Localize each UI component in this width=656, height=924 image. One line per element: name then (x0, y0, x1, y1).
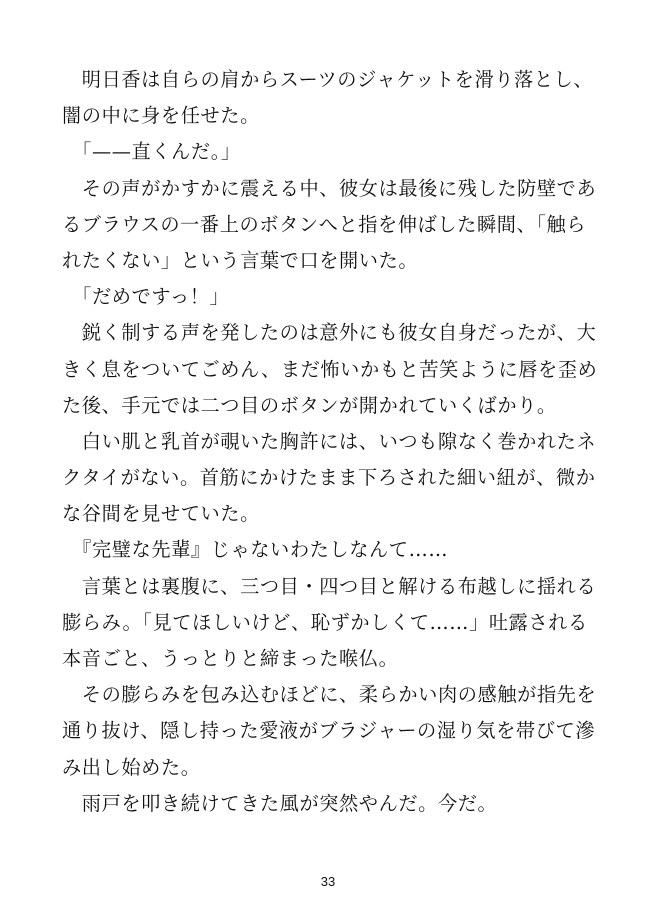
text-line: 雨戸を叩き続けてきた風が突然やんだ。今だ。 (62, 791, 498, 815)
text-line: 通り抜け、隠し持った愛液がブラジャーの湿り気を帯びて滲 (62, 719, 596, 743)
text-line: クタイがない。首筋にかけたまま下ろされた細い紐が、微か (62, 466, 596, 490)
text-line: 「——直くんだ。」 (62, 140, 241, 164)
text-line: 本音ごと、うっとりと締まった喉仏。 (62, 647, 399, 670)
text-line: た後、手元では二つ目のボタンが開かれていくばかり。 (62, 393, 557, 417)
text-line: 闇の中に身を任せた。 (62, 104, 260, 128)
text-line: 鋭く制する声を発したのは意外にも彼女自身だったが、大 (62, 321, 597, 345)
text-line: るブラウスの一番上のボタンへと指を伸ばした瞬間、「触ら (62, 212, 587, 236)
page-number: 33 (320, 874, 336, 889)
body-text (62, 62, 602, 822)
text-line: 「だめですっ！」 (62, 285, 230, 309)
text-line: み出し始めた。 (62, 755, 201, 779)
text-line: 膨らみ。「見てほしいけど、恥ずかしくて……」吐露される (62, 610, 588, 634)
text-line: その膨らみを包み込むほどに、柔らかい肉の感触が指先を (62, 683, 597, 707)
text-line: 明日香は自らの肩からスーツのジャケットを滑り落とし、 (62, 68, 594, 91)
text-line: れたくない」という言葉で口を開いた。 (62, 248, 419, 272)
text-line: 言葉とは裏腹に、三つ目・四つ目と解ける布越しに揺れる (62, 574, 597, 598)
text-line: きく息をついてごめん、まだ怖いかもと苦笑ように唇を歪め (62, 357, 598, 381)
text-line: な谷間を見せていた。 (62, 502, 260, 526)
text-line: 白い肌と乳首が覗いた胸許には、いつも隙なく巻かれたネ (62, 429, 597, 453)
text-line: その声がかすかに震える中、彼女は最後に残した防壁であ (62, 176, 597, 200)
text-line: 『完璧な先輩』じゃないわたしなんて…… (62, 538, 449, 562)
